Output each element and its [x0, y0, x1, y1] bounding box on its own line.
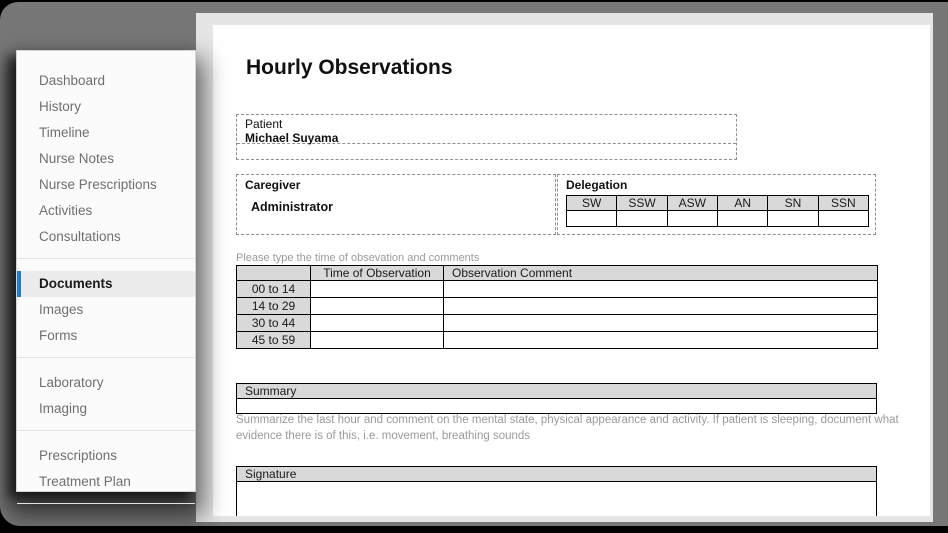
obs-row-label-00-14: 00 to 14: [237, 281, 311, 298]
delegation-field-box: [557, 174, 876, 235]
obs-row-label-14-29: 14 to 29: [237, 298, 311, 315]
signature-label: Signature: [237, 467, 877, 482]
observations-table: [236, 265, 878, 349]
sidebar-item-images[interactable]: Images: [39, 302, 84, 317]
document-page: [213, 25, 930, 516]
table-row: [237, 281, 878, 298]
delegation-header-row: [567, 196, 869, 211]
sidebar-item-prescriptions[interactable]: Prescriptions: [39, 448, 118, 463]
sidebar-section-diagnostics: [17, 357, 195, 430]
obs-row-label-30-44: 30 to 44: [237, 315, 311, 332]
signature-header-row: [237, 467, 877, 482]
table-row: [237, 298, 878, 315]
obs-time-input-45-59[interactable]: [311, 332, 444, 349]
sidebar-bottom-divider: [17, 503, 195, 504]
patient-field-box: [236, 114, 737, 160]
document-viewer: [196, 13, 933, 522]
patient-name: Michael Suyama: [245, 131, 339, 145]
obs-comment-input-14-29[interactable]: [444, 298, 878, 315]
sidebar-section-patient-record: [17, 51, 195, 258]
delegation-col-sn: SN: [768, 196, 818, 211]
obs-comment-input-30-44[interactable]: [444, 315, 878, 332]
sidebar-item-forms[interactable]: Forms: [39, 328, 78, 343]
observations-corner-cell: [237, 266, 311, 281]
obs-row-label-45-59: 45 to 59: [237, 332, 311, 349]
caregiver-name: Administrator: [251, 200, 333, 214]
sidebar: [16, 50, 196, 492]
delegation-col-an: AN: [717, 196, 767, 211]
sidebar-item-timeline[interactable]: Timeline: [39, 125, 90, 140]
summary-input[interactable]: [237, 399, 877, 414]
obs-time-input-30-44[interactable]: [311, 315, 444, 332]
delegation-cell-an[interactable]: [717, 211, 767, 227]
sidebar-item-laboratory[interactable]: Laboratory: [39, 375, 104, 390]
summary-label: Summary: [237, 384, 877, 399]
obs-comment-input-45-59[interactable]: [444, 332, 878, 349]
sidebar-item-nurse-notes[interactable]: Nurse Notes: [39, 151, 115, 166]
sidebar-item-activities[interactable]: Activities: [39, 203, 93, 218]
delegation-cell-ssn[interactable]: [818, 211, 868, 227]
summary-table: [236, 383, 877, 414]
delegation-cell-sn[interactable]: [768, 211, 818, 227]
caregiver-field-box: [236, 174, 556, 235]
summary-input-row: [237, 399, 877, 414]
delegation-cell-sw[interactable]: [567, 211, 617, 227]
sidebar-item-dashboard[interactable]: Dashboard: [39, 73, 106, 88]
delegation-cell-ssw[interactable]: [617, 211, 667, 227]
sidebar-item-documents[interactable]: Documents: [17, 271, 195, 297]
delegation-col-ssw: SSW: [617, 196, 667, 211]
observations-time-header: Time of Observation: [311, 266, 444, 281]
page-title: Hourly Observations: [246, 56, 453, 79]
signature-input[interactable]: [237, 482, 877, 517]
patient-field: [237, 115, 736, 144]
patient-label: Patient: [245, 117, 283, 131]
delegation-col-sw: SW: [567, 196, 617, 211]
signature-input-row: [237, 482, 877, 517]
sidebar-item-imaging[interactable]: Imaging: [39, 401, 88, 416]
summary-header-row: [237, 384, 877, 399]
delegation-table: [566, 195, 869, 227]
delegation-cell-asw[interactable]: [667, 211, 717, 227]
obs-time-input-00-14[interactable]: [311, 281, 444, 298]
delegation-col-ssn: SSN: [818, 196, 868, 211]
observations-caption: Please type the time of obsevation and comments: [236, 252, 480, 264]
caregiver-label: Caregiver: [245, 178, 301, 192]
obs-comment-input-00-14[interactable]: [444, 281, 878, 298]
signature-table: [236, 466, 877, 516]
obs-time-input-14-29[interactable]: [311, 298, 444, 315]
summary-help-text: Summarize the last hour and comment on the mental state, physical appearance and activity. If patient is sleeping, document what evidence there is of this, i.e. movement, breathing sounds: [236, 414, 899, 442]
sidebar-item-treatment-plan[interactable]: Treatment Plan: [39, 474, 131, 489]
sidebar-item-consultations[interactable]: Consultations: [39, 229, 121, 244]
delegation-col-asw: ASW: [667, 196, 717, 211]
delegation-label: Delegation: [566, 178, 628, 192]
table-row: [237, 332, 878, 349]
table-row: [237, 315, 878, 332]
delegation-input-row: [567, 211, 869, 227]
sidebar-item-nurse-prescriptions[interactable]: Nurse Prescriptions: [39, 177, 157, 192]
observations-comment-header: Observation Comment: [444, 266, 878, 281]
sidebar-section-treatment: [17, 430, 195, 503]
sidebar-section-files: [17, 258, 195, 357]
sidebar-item-history[interactable]: History: [39, 99, 82, 114]
observations-header-row: [237, 266, 878, 281]
